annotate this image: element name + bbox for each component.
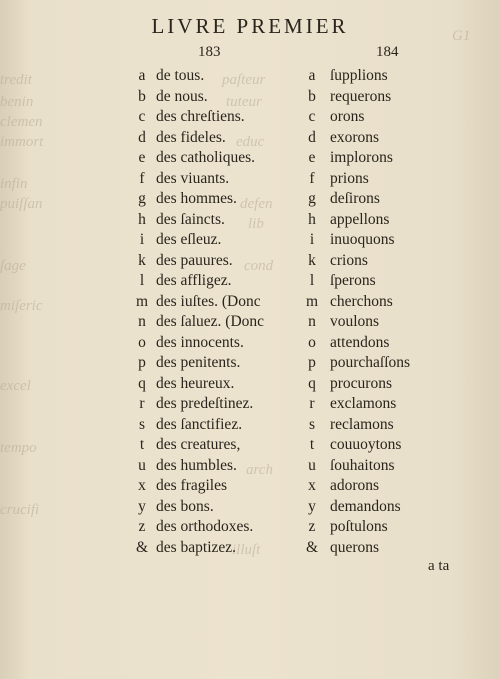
bleed-through-text: miſeric (0, 298, 43, 314)
right-verb: procurons (330, 374, 392, 392)
right-letter: z (308, 518, 316, 535)
left-letter: u (138, 456, 146, 474)
table-row (0, 271, 500, 292)
bleed-through-text: tuteur (226, 94, 262, 110)
table-row (0, 312, 500, 333)
litany-table (0, 66, 500, 558)
table-row (0, 353, 500, 374)
right-verb: voulons (330, 313, 380, 330)
table-row (0, 189, 500, 210)
bleed-through-text: excel (0, 378, 31, 394)
left-phrase: des humbles. (156, 456, 237, 474)
right-verb: adorons (330, 477, 380, 494)
left-letter: c (138, 108, 146, 125)
left-letter: q (138, 374, 146, 392)
bleed-through-text: tempo (0, 440, 37, 456)
left-phrase: des heureux. (156, 374, 235, 392)
left-phrase: des affligez. (156, 272, 232, 289)
right-letter: u (308, 456, 316, 474)
left-letter: x (138, 477, 146, 494)
right-letter: x (308, 477, 316, 494)
left-phrase: des pauures. (156, 251, 233, 269)
left-letter: m (135, 292, 149, 310)
table-row (0, 210, 500, 231)
left-phrase: de tous. (156, 67, 205, 84)
right-letter: p (308, 354, 316, 371)
table-row (0, 251, 500, 272)
bleed-through-text: benin (0, 94, 34, 110)
left-phrase: des predeſtinez. (156, 395, 254, 412)
table-row (0, 394, 500, 415)
table-row (0, 435, 500, 456)
right-verb: requerons (330, 87, 392, 105)
right-letter: b (308, 87, 316, 105)
bleed-through-text: lib (248, 216, 264, 232)
table-row (0, 456, 500, 477)
bleed-through-text: infin (0, 176, 28, 192)
page-number-right: 184 (376, 44, 399, 60)
left-letter: s (138, 415, 146, 433)
right-verb: orons (330, 108, 365, 125)
table-row (0, 169, 500, 190)
right-letter: g (308, 190, 316, 207)
right-letter: & (305, 538, 319, 556)
right-letter: e (308, 149, 316, 166)
bleed-through-text: cond (244, 258, 274, 274)
right-verb: cherchons (330, 292, 393, 310)
right-letter: t (309, 436, 315, 453)
table-row (0, 415, 500, 436)
catchword: a ta (428, 558, 450, 574)
bleed-through-text: ſage (0, 258, 26, 274)
left-phrase: des hommes. (156, 190, 237, 207)
left-phrase: des orthodoxes. (156, 518, 254, 535)
table-row (0, 148, 500, 169)
left-phrase: des catholiques. (156, 149, 256, 166)
right-verb: reclamons (330, 415, 394, 433)
right-verb: implorons (330, 149, 393, 166)
left-letter: e (138, 149, 146, 166)
left-phrase: des fideles. (156, 128, 226, 146)
bleed-through-text: crucifi (0, 502, 40, 518)
table-row (0, 87, 500, 108)
table-row (0, 292, 500, 313)
right-letter: i (309, 231, 315, 248)
bleed-through-text: puiſſan (0, 196, 43, 212)
right-letter: n (308, 313, 316, 330)
left-letter: t (139, 436, 145, 453)
right-letter: h (308, 210, 316, 228)
right-letter: f (309, 169, 315, 187)
bleed-through-text: defen (240, 196, 273, 212)
right-verb: demandons (330, 497, 401, 515)
bleed-through-text: immort (0, 134, 44, 150)
left-letter: & (135, 538, 149, 556)
left-phrase: des ſaluez. (Donc (156, 313, 265, 330)
left-phrase: des penitents. (156, 354, 241, 371)
right-verb: attendons (330, 333, 390, 351)
table-row (0, 374, 500, 395)
left-letter: z (138, 518, 146, 535)
left-letter: r (139, 395, 145, 412)
left-phrase: des ſanctifiez. (156, 415, 243, 433)
table-row (0, 230, 500, 251)
right-verb: exorons (330, 128, 380, 146)
left-phrase: des baptizez. (156, 538, 237, 556)
running-head: LIVRE PREMIER (151, 14, 349, 38)
right-letter: s (308, 415, 316, 433)
left-phrase: des bons. (156, 497, 214, 515)
right-letter: l (309, 272, 315, 289)
left-phrase: de nous. (156, 87, 208, 105)
left-phrase: des chreſtiens. (156, 108, 245, 125)
left-letter: k (138, 251, 146, 269)
right-letter: c (308, 108, 316, 125)
left-letter: b (138, 87, 146, 105)
left-phrase: des iuſtes. (Donc (156, 292, 261, 310)
right-verb: inuoquons (330, 231, 395, 248)
page-number-left: 183 (198, 44, 221, 60)
right-verb: appellons (330, 210, 390, 228)
left-letter: d (138, 128, 146, 146)
left-phrase: des creatures, (156, 436, 241, 453)
left-letter: a (138, 67, 146, 84)
table-row (0, 497, 500, 518)
left-letter: f (139, 169, 145, 187)
bleed-through-text: illuſt (232, 542, 261, 558)
right-verb: deſirons (330, 190, 380, 207)
left-phrase: des viuants. (156, 169, 230, 187)
right-verb: querons (330, 538, 380, 556)
right-verb: pourchaſſons (330, 354, 411, 371)
right-verb: poſtulons (330, 518, 388, 535)
right-verb: ſouhaitons (330, 456, 395, 474)
left-letter: g (138, 190, 146, 207)
left-phrase: des eſleuz. (156, 231, 222, 248)
left-phrase: des ſaincts. (156, 210, 225, 228)
right-letter: q (308, 374, 316, 392)
left-letter: o (138, 333, 146, 351)
table-row (0, 538, 500, 559)
bleed-through-text: clemen (0, 114, 43, 130)
right-letter: k (308, 251, 316, 269)
table-row (0, 107, 500, 128)
left-phrase: des fragiles (156, 477, 228, 494)
right-verb: prions (330, 169, 369, 187)
left-letter: n (138, 313, 146, 330)
right-letter: r (309, 395, 315, 412)
right-verb: couuoytons (330, 436, 402, 453)
right-letter: m (305, 292, 319, 310)
left-letter: i (139, 231, 145, 248)
table-row (0, 66, 500, 87)
right-verb: ſperons (330, 272, 376, 289)
table-row (0, 128, 500, 149)
left-letter: l (139, 272, 145, 289)
right-letter: a (308, 67, 316, 84)
bleed-through-text: paſteur (222, 72, 266, 88)
bleed-through-text: educ (236, 134, 265, 150)
left-letter: p (138, 354, 146, 371)
bleed-through-text: G1 (452, 28, 471, 44)
right-verb: ſupplions (330, 67, 388, 84)
table-row (0, 333, 500, 354)
right-letter: o (308, 333, 316, 351)
bleed-through-text: arch (246, 462, 273, 478)
table-row (0, 476, 500, 497)
table-row (0, 517, 500, 538)
left-phrase: des innocents. (156, 333, 244, 351)
right-verb: crions (330, 251, 368, 269)
left-letter: h (138, 210, 146, 228)
left-letter: y (138, 497, 146, 515)
right-letter: d (308, 128, 316, 146)
right-letter: y (308, 497, 316, 515)
bleed-through-text: tredit (0, 72, 32, 88)
right-verb: exclamons (330, 395, 397, 412)
